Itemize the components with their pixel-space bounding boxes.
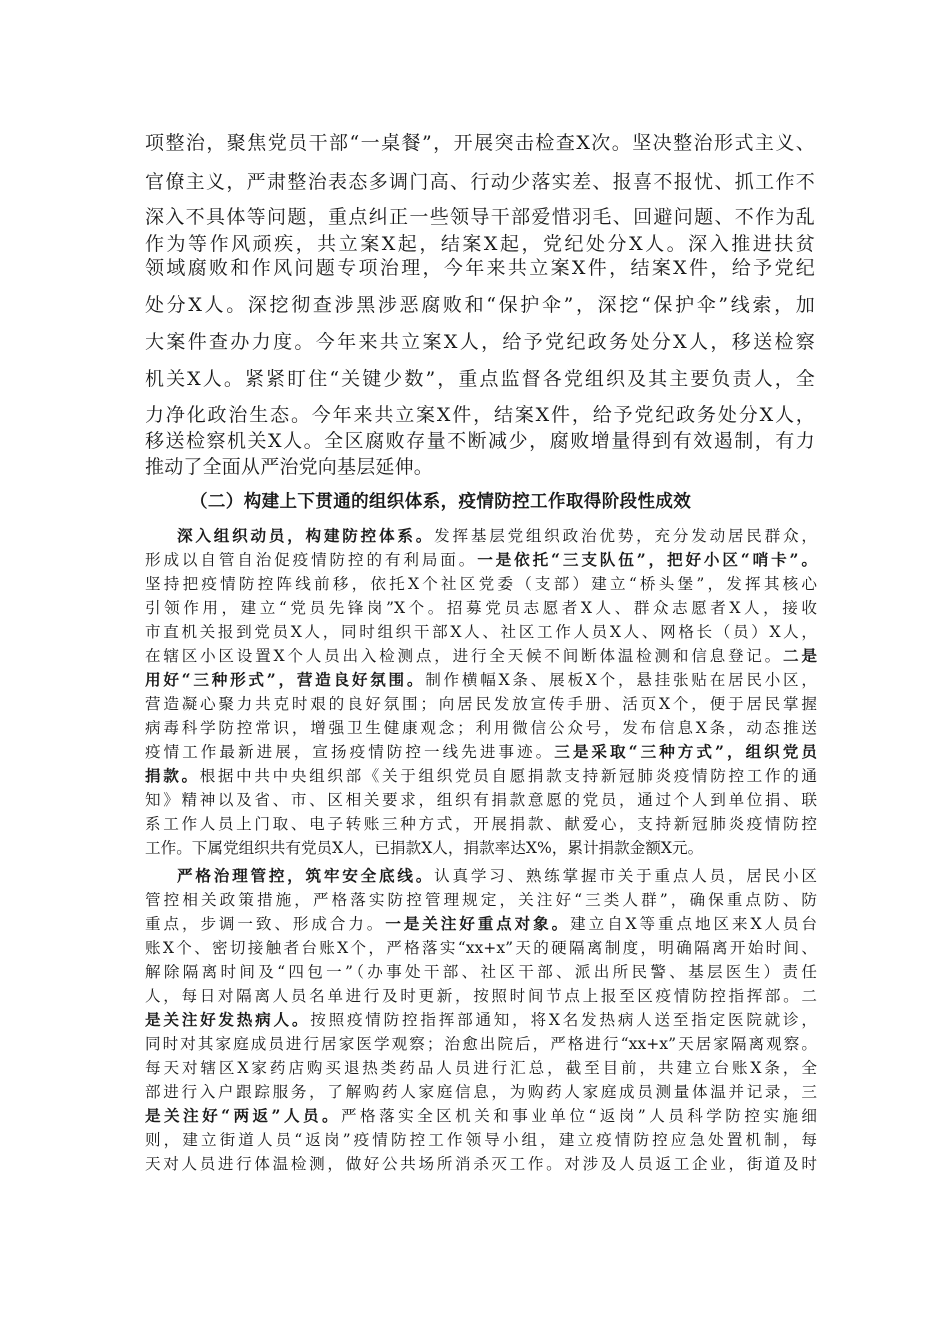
text-line: 同时对其家庭成员进行居家医学观察；治愈出院后，严格进行“xx+x”天居家隔离观察。 <box>145 1035 817 1053</box>
text-line: 工作。下属党组织共有党员X人，已捐款X人，捐款率达X%，累计捐款金额X元。 <box>145 839 704 857</box>
text-span: 按照疫情防控指挥部通知，将X名发热病人送至指定医院就诊， <box>310 1011 817 1029</box>
text-line: 领域腐败和作风问题专项治理，今年来共立案X件，结案X件，给予党纪 <box>145 257 815 279</box>
section-heading: （二）构建上下贯通的组织体系，疫情防控工作取得阶段性成效 <box>190 492 692 512</box>
text-line: 部进行入户跟踪服务，了解购药人家庭信息，为购药人家庭成员测量体温并记录，三 <box>145 1083 817 1101</box>
text-line: 每天对辖区X家药店购买退热类药品人员进行汇总，截至目前，共建立台账X条，全 <box>145 1059 817 1077</box>
bold-phrase: 一是依托“三支队伍”，把好小区“哨卡”。 <box>477 550 817 569</box>
bold-phrase: 二是 <box>783 646 817 665</box>
text-span: 根据中共中央组织部《关于组织党员自愿捐款支持新冠肺炎疫情防控工作的通 <box>199 767 817 785</box>
bold-phrase: 捐款。 <box>145 766 200 785</box>
text-line: 系工作人员上门取、电子转账三种方式，开展捐款、献爱心，支持新冠肺炎疫情防控 <box>145 815 817 833</box>
text-line: 则，建立街道人员“返岗”疫情防控工作领导小组，建立疫情防控应急处置机制，每 <box>145 1131 817 1149</box>
bold-phrase: 用好“三种形式”，营造良好氛围。 <box>145 670 426 689</box>
text-line <box>177 864 817 886</box>
text-line: 人，每日对隔离人员名单进行及时更新，按照时间节点上报至区疫情防控指挥部。二 <box>145 987 817 1005</box>
text-line: 推动了全面从严治党向基层延伸。 <box>145 456 434 478</box>
text-line: 营造凝心聚力共克时艰的良好氛围；向居民发放宣传手册、活页X个，便于居民掌握 <box>145 695 817 713</box>
text-line <box>145 668 817 690</box>
text-span: 认真学习、熟练掌握市关于重点人员，居民小区 <box>434 867 817 885</box>
text-line <box>177 524 817 546</box>
text-line: 力净化政治生态。今年来共立案X件，结案X件，给予党纪政务处分X人， <box>145 404 815 426</box>
text-line: 处分X人。深挖彻查涉黑涉恶腐败和“保护伞”，深挖“保护伞”线索，加 <box>145 294 815 316</box>
text-line <box>145 764 817 786</box>
text-line: 移送检察机关X人。全区腐败存量不断减少，腐败增量得到有效遏制，有力 <box>145 430 815 452</box>
text-line <box>145 1008 817 1030</box>
text-span: 建立自X等重点地区来X人员台 <box>570 915 817 933</box>
text-line <box>145 1104 817 1126</box>
text-line: 引领作用，建立“党员先锋岗”X个。招募党员志愿者X人、群众志愿者X人，接收 <box>145 599 817 617</box>
text-line <box>145 912 817 934</box>
text-span: 制作横幅X条、展板X个，悬挂张贴在居民小区， <box>425 671 817 689</box>
text-line: 天对人员进行体温检测，做好公共场所消杀灭工作。对涉及人员返工企业，街道及时 <box>145 1155 817 1173</box>
text-span: 疫情工作最新进展，宣扬疫情防控一线先进事迹。 <box>145 743 555 761</box>
text-line: 作为等作风顽疾，共立案X起，结案X起，党纪处分X人。深入推进扶贫 <box>145 233 815 255</box>
text-line: 解除隔离时间及“四包一”（办事处干部、社区干部、派出所民警、基层医生）责任 <box>145 963 817 981</box>
text-line: 病毒科学防控常识，增强卫生健康观念；利用微信公众号，发布信息X条，动态推送 <box>145 719 817 737</box>
text-span: 在辖区小区设置X个人员出入检测点，进行全天候不间断体温检测和信息登记。 <box>145 647 784 665</box>
text-span: 重点，步调一致、形成合力。 <box>145 915 386 933</box>
text-span: 形成以自管自治促疫情防控的有利局面。 <box>145 551 478 569</box>
text-line: 深入不具体等问题，重点纠正一些领导干部爱惜羽毛、回避问题、不作为乱 <box>145 206 815 228</box>
text-line: 管控相关政策措施，严格落实防控管理规定，关注好“三类人群”，确保重点防、防 <box>145 891 817 909</box>
text-line <box>145 644 817 666</box>
bold-phrase: 三是采取“三种方式”，组织党员 <box>554 742 817 761</box>
text-line <box>145 548 817 570</box>
text-line: 市直机关报到党员X人，同时组织干部X人、社区工作人员X人、网格长（员）X人， <box>145 623 817 641</box>
bold-phrase: 严格治理管控，筑牢安全底线。 <box>177 866 435 885</box>
text-line: 项整治，聚焦党员干部“一桌餐”，开展突击检查X次。坚决整治形式主义、 <box>145 132 815 154</box>
text-line: 知》精神以及省、市、区相关要求，组织有捐款意愿的党员，通过个人到单位捐、联 <box>145 791 817 809</box>
text-line: 账X个、密切接触者台账X个，严格落实“xx+x”天的硬隔离制度，明确隔离开始时间、 <box>145 939 817 957</box>
bold-phrase: 深入组织动员，构建防控体系。 <box>177 526 435 545</box>
bold-phrase: 是关注好“两返”人员。 <box>145 1106 342 1125</box>
text-line: 机关X人。紧紧盯住“关键少数”，重点监督各党组织及其主要负责人，全 <box>145 368 815 390</box>
text-line: 坚持把疫情防控阵线前移，依托X个社区党委（支部）建立“桥头堡”，发挥其核心 <box>145 575 817 593</box>
text-line: 大案件查办力度。今年来共立案X人，给予党纪政务处分X人，移送检察 <box>145 331 815 353</box>
bold-phrase: 是关注好发热病人。 <box>145 1010 311 1029</box>
text-line <box>145 740 817 762</box>
text-line: 官僚主义，严肃整治表态多调门高、行动少落实差、报喜不报忧、抓工作不 <box>145 171 815 193</box>
bold-phrase: 一是关注好重点对象。 <box>385 914 571 933</box>
text-span: 严格落实全区机关和事业单位“返岗”人员科学防控实施细 <box>341 1107 817 1125</box>
text-span: 发挥基层党组织政治优势，充分发动居民群众， <box>434 527 817 545</box>
